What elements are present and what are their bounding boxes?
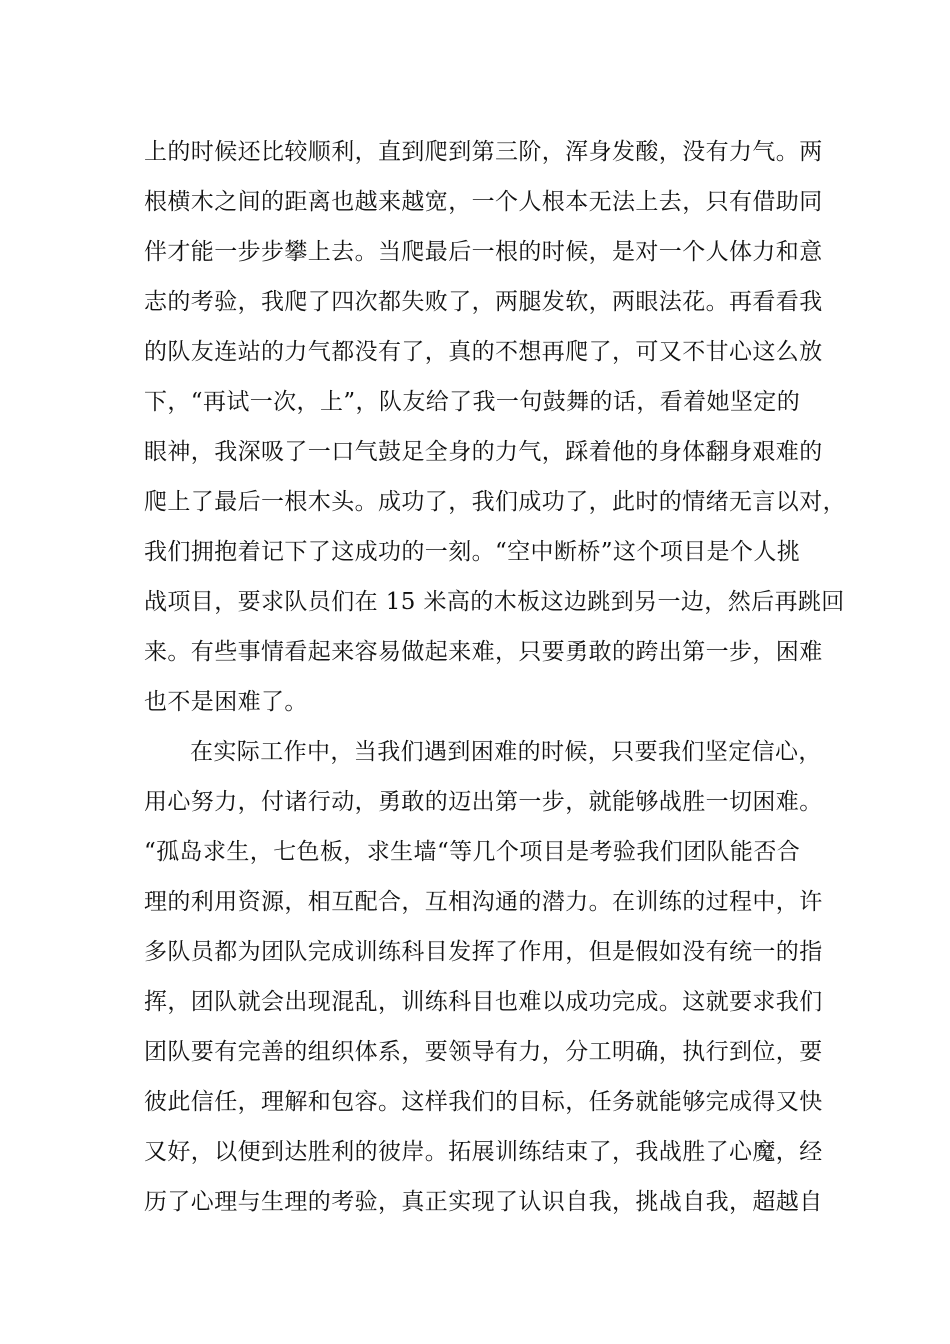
- paragraph-line: 用心努力，付诸行动，勇敢的迈出第一步，就能够战胜一切困难。: [144, 789, 823, 815]
- paragraph-line: 历了心理与生理的考验，真正实现了认识自我，挑战自我，超越自: [144, 1189, 823, 1215]
- paragraph-line: 的队友连站的力气都没有了，真的不想再爬了，可又不甘心这么放: [144, 339, 823, 365]
- paragraph-line: 团队要有完善的组织体系，要领导有力，分工明确，执行到位，要: [144, 1039, 823, 1065]
- paragraph-first-line: 在实际工作中，当我们遇到困难的时候，只要我们坚定信心，: [190, 739, 822, 765]
- paragraph-line: 又好，以便到达胜利的彼岸。拓展训练结束了，我战胜了心魔，经: [144, 1139, 823, 1165]
- paragraph-line: 爬上了最后一根木头。成功了，我们成功了，此时的情绪无言以对，: [144, 489, 846, 515]
- paragraph-line: 根横木之间的距离也越来越宽，一个人根本无法上去，只有借助同: [144, 189, 823, 215]
- paragraph-line: 志的考验，我爬了四次都失败了，两腿发软，两眼法花。再看看我: [144, 289, 823, 315]
- paragraph-line: 下，“再试一次，上”，队友给了我一句鼓舞的话，看着她坚定的: [144, 389, 801, 415]
- paragraph-line: 来。有些事情看起来容易做起来难，只要勇敢的跨出第一步，困难: [144, 639, 823, 665]
- paragraph-line: 眼神，我深吸了一口气鼓足全身的力气，踩着他的身体翻身艰难的: [144, 439, 823, 465]
- paragraph-line: 挥，团队就会出现混乱，训练科目也难以成功完成。这就要求我们: [144, 989, 823, 1015]
- paragraph-line: 伴才能一步步攀上去。当爬最后一根的时候，是对一个人体力和意: [144, 239, 823, 265]
- paragraph-line: “孤岛求生，七色板，求生墙“等几个项目是考验我们团队能否合: [144, 839, 801, 865]
- document-body: [144, 127, 864, 1227]
- paragraph-line: 也不是困难了。: [144, 689, 308, 715]
- paragraph-line: 多队员都为团队完成训练科目发挥了作用，但是假如没有统一的指: [144, 939, 823, 965]
- paragraph-line: 上的时候还比较顺利，直到爬到第三阶，浑身发酸，没有力气。两: [144, 139, 823, 165]
- paragraph-line: 彼此信任，理解和包容。这样我们的目标，任务就能够完成得又快: [144, 1089, 823, 1115]
- paragraph-line: 战项目，要求队员们在 15 米高的木板这边跳到另一边，然后再跳回: [144, 589, 845, 615]
- paragraph-1: [144, 127, 864, 727]
- paragraph-line: 我们拥抱着记下了这成功的一刻。“空中断桥”这个项目是个人挑: [144, 539, 801, 565]
- paragraph-2: [144, 727, 864, 1227]
- paragraph-line: 理的利用资源，相互配合，互相沟通的潜力。在训练的过程中，许: [144, 889, 823, 915]
